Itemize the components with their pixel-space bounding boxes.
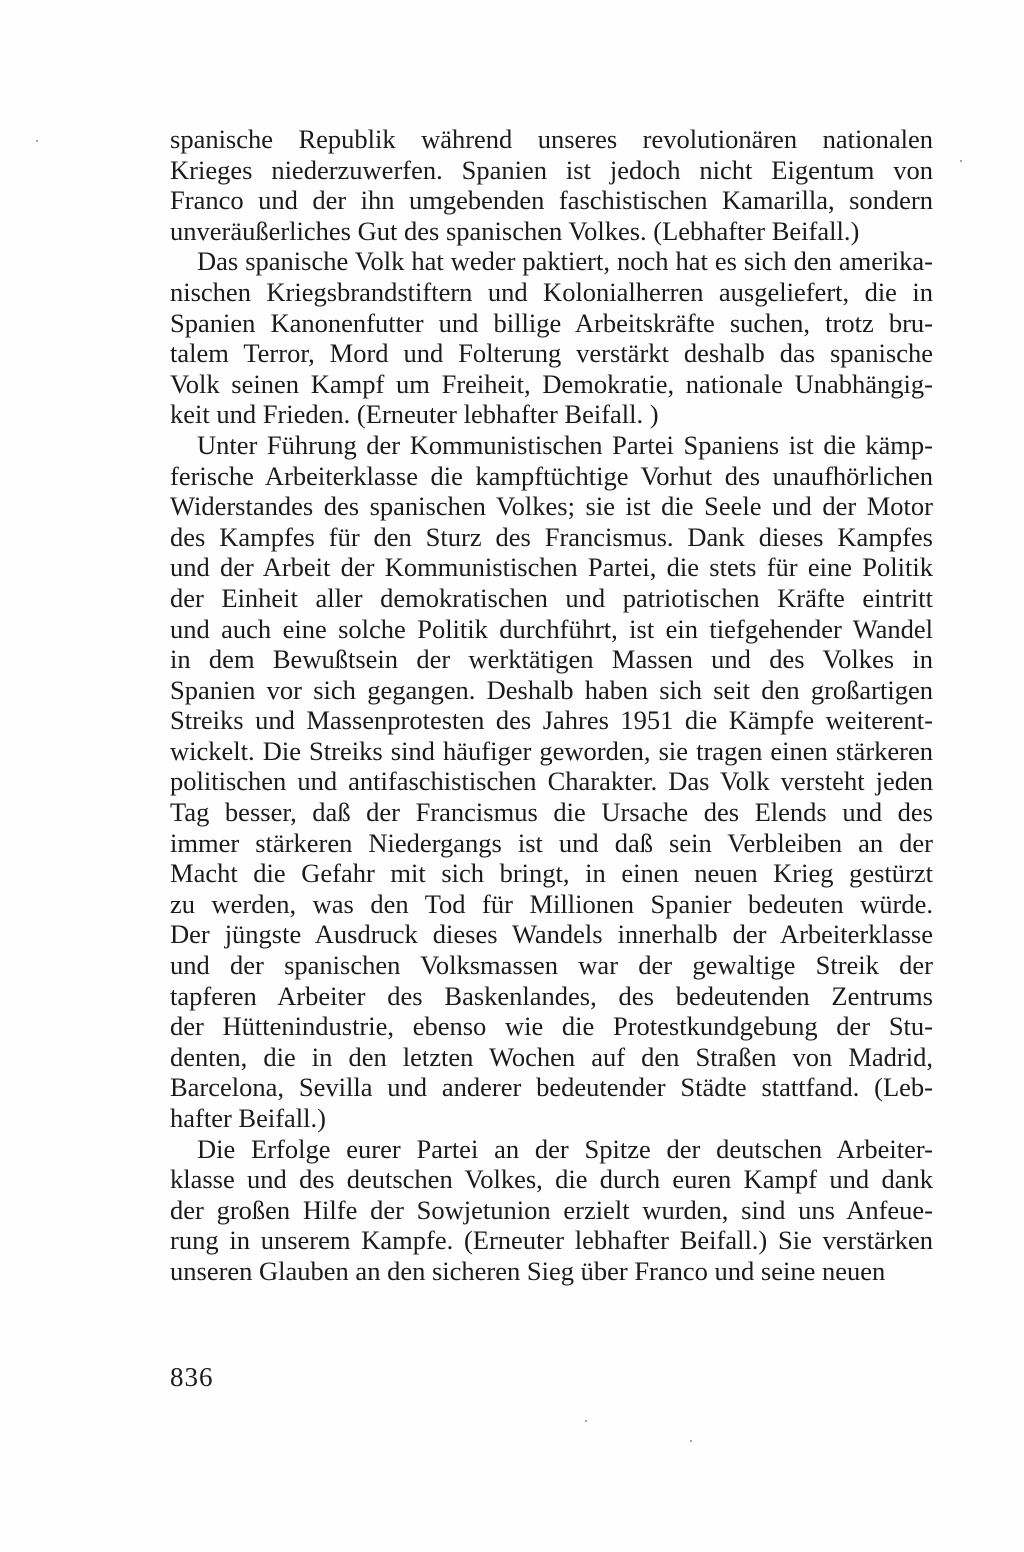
text-line: Krieges niederzuwerfen. Spanien ist jedoch nicht Eigentum von [170, 154, 933, 185]
text-line: zu werden, was den Tod für Millionen Spanier bedeuten würde. [170, 888, 933, 919]
text-line: und auch eine solche Politik durchführt, ist ein tiefgehender Wandel [170, 613, 933, 644]
text-line: Barcelona, Sevilla und anderer bedeutender Städte stattfand. (Leb- [170, 1072, 933, 1103]
text-line: Widerstandes des spanischen Volkes; sie ist die Seele und der Motor [170, 491, 933, 522]
print-speck [690, 1440, 692, 1442]
text-line: talem Terror, Mord und Folterung verstärkt deshalb das spanische [170, 338, 933, 369]
text-line: und der spanischen Volksmassen war der gewaltige Streik der [170, 950, 933, 981]
text-line: klasse und des deutschen Volkes, die durch euren Kampf und dank [170, 1164, 933, 1195]
text-line: keit und Frieden. (Erneuter lebhafter Beifall. ) [170, 399, 659, 430]
paragraph [170, 246, 933, 430]
paragraph [170, 124, 933, 246]
text-line: Volk seinen Kampf um Freiheit, Demokratie, nationale Unabhängig- [170, 368, 933, 399]
text-line: Streiks und Massenprotesten des Jahres 1951 die Kämpfe weiterent- [170, 705, 933, 736]
text-line: der Einheit aller demokratischen und patriotischen Kräfte eintritt [170, 582, 933, 613]
text-line: unseren Glauben an den sicheren Sieg über Franco und seine neuen [170, 1255, 886, 1286]
paragraph [170, 1134, 933, 1287]
text-line: Tag besser, daß der Francismus die Ursache des Elends und des [170, 797, 933, 828]
text-line: Die Erfolge eurer Partei an der Spitze der deutschen Arbeiter- [197, 1133, 933, 1164]
body-text [170, 124, 933, 1287]
text-line: hafter Beifall.) [170, 1103, 326, 1133]
text-line: Das spanische Volk hat weder paktiert, noch hat es sich den amerika- [197, 246, 933, 277]
text-line: Macht die Gefahr mit sich bringt, in einen neuen Krieg gestürzt [170, 858, 933, 889]
text-line: unveräußerliches Gut des spanischen Volkes. (Lebhafter Beifall.) [170, 215, 860, 246]
text-line: ferische Arbeiterklasse die kampftüchtige Vorhut des unaufhörlichen [170, 460, 933, 491]
text-line: wickelt. Die Streiks sind häufiger geworden, sie tragen einen stärkeren [170, 735, 933, 766]
paragraph [170, 430, 933, 1134]
text-line: denten, die in den letzten Wochen auf den Straßen von Madrid, [170, 1041, 933, 1072]
text-line: des Kampfes für den Sturz des Francismus. Dank dieses Kampfes [170, 521, 933, 552]
print-speck [36, 140, 38, 142]
text-line: Unter Führung der Kommunistischen Partei Spaniens ist die kämp- [197, 429, 933, 460]
page-number: 836 [170, 1362, 214, 1392]
print-speck [585, 1420, 587, 1422]
text-line: immer stärkeren Niedergangs ist und daß sein Verbleiben an der [170, 827, 933, 858]
text-line: tapferen Arbeiter des Baskenlandes, des bedeutenden Zentrums [170, 980, 933, 1011]
text-line: nischen Kriegsbrandstiftern und Kolonialherren ausgeliefert, die in [170, 276, 933, 307]
print-speck [960, 160, 962, 162]
text-line: der Hüttenindustrie, ebenso wie die Protestkundgebung der Stu- [170, 1011, 933, 1042]
text-line: spanische Republik während unseres revolutionären nationalen [170, 124, 933, 154]
text-line: und der Arbeit der Kommunistischen Partei, die stets für eine Politik [170, 552, 933, 583]
text-line: Spanien vor sich gegangen. Deshalb haben sich seit den großartigen [170, 674, 933, 705]
text-line: politischen und antifaschistischen Charakter. Das Volk versteht jeden [170, 766, 933, 797]
text-line: Spanien Kanonenfutter und billige Arbeitskräfte suchen, trotz bru- [170, 307, 933, 338]
text-line: Der jüngste Ausdruck dieses Wandels innerhalb der Arbeiterklasse [170, 919, 933, 950]
text-line: rung in unserem Kampfe. (Erneuter lebhafter Beifall.) Sie verstärken [170, 1225, 933, 1256]
text-line: Franco und der ihn umgebenden faschistischen Kamarilla, sondern [170, 185, 933, 216]
text-line: in dem Bewußtsein der werktätigen Massen und des Volkes in [170, 644, 933, 675]
text-line: der großen Hilfe der Sowjetunion erzielt wurden, sind uns Anfeue- [170, 1194, 933, 1225]
